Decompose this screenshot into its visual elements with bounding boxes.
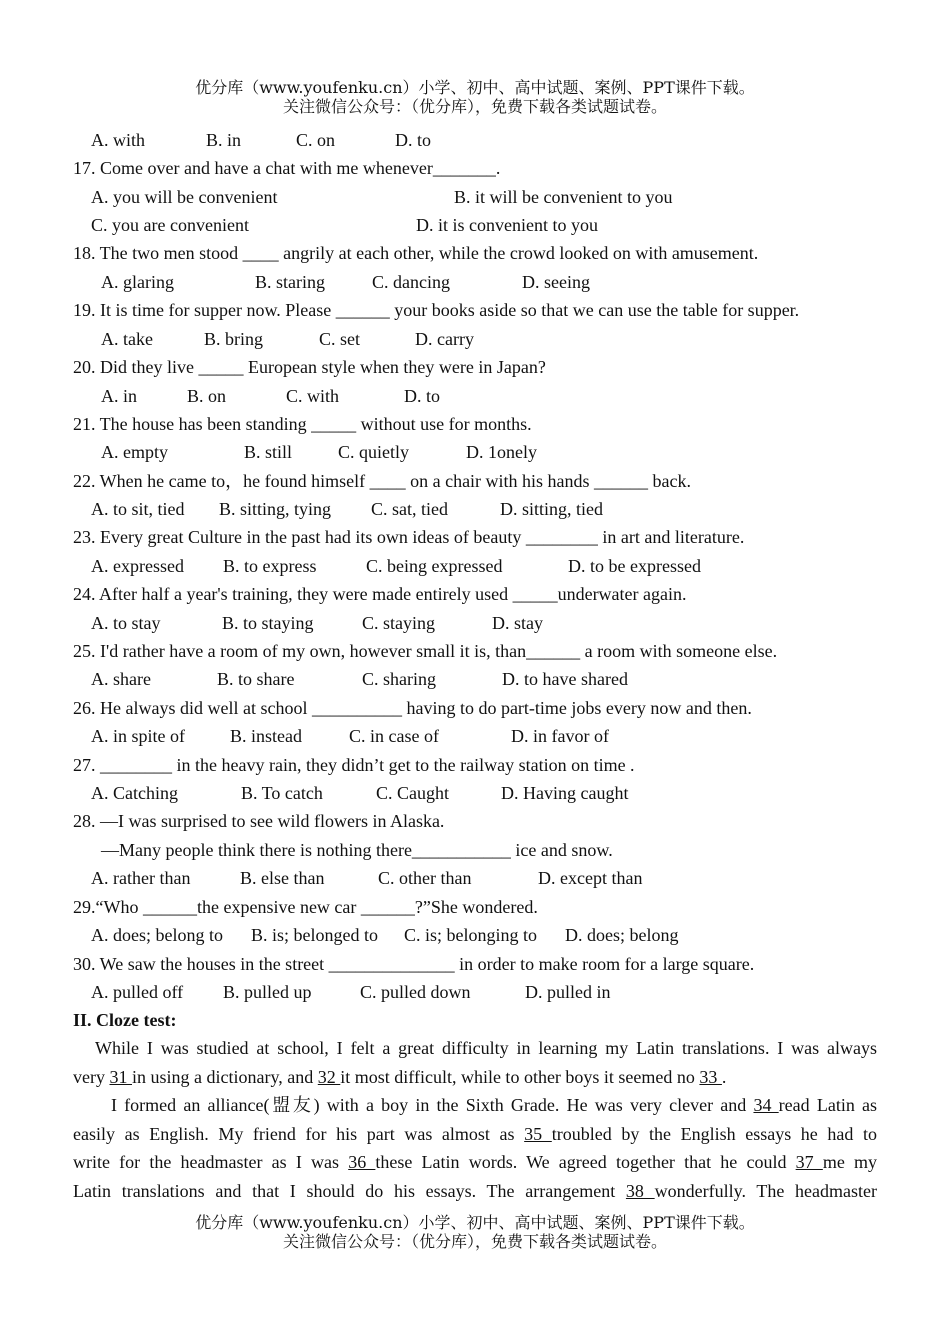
option-a: A. in spite of bbox=[91, 726, 185, 746]
question-28-stem: 28. —I was surprised to see wild flowers in Alaska. bbox=[73, 811, 445, 831]
option-c: C. set bbox=[319, 329, 361, 349]
question-23-stem: 23. Every great Culture in the past had its own ideas of beauty ________ in art and literature. bbox=[73, 527, 745, 547]
question-27-stem: 27. ________ in the heavy rain, they didn’t get to the railway station on time . bbox=[73, 755, 635, 775]
option-d: D. does; belong bbox=[565, 925, 679, 945]
option-c: C. quietly bbox=[338, 442, 409, 462]
option-a: A. Catching bbox=[91, 783, 178, 803]
cloze-p1-line-2: very 31 in using a dictionary, and 32 it most difficult, while to other boys it seemed no 33 . bbox=[73, 1066, 727, 1087]
blank-34: 34 bbox=[753, 1095, 779, 1115]
question-17-stem: 17. Come over and have a chat with me whenever_______. bbox=[73, 158, 501, 178]
question-24-stem: 24. After half a year's training, they were made entirely used _____underwater again. bbox=[73, 584, 687, 604]
option-c: C. dancing bbox=[372, 272, 450, 292]
option-a: A. rather than bbox=[91, 868, 191, 888]
question-29-stem: 29.“Who ______the expensive new car ______?”She wondered. bbox=[73, 897, 538, 917]
option-b: B. bring bbox=[204, 329, 264, 349]
question-30-stem: 30. We saw the houses in the street ______________ in order to make room for a large square. bbox=[73, 954, 755, 974]
option-d: D. 1onely bbox=[466, 442, 537, 462]
cloze-paragraph-2 bbox=[73, 1091, 877, 1205]
option-c: C. you are convenient bbox=[91, 215, 249, 235]
option-a: A. in bbox=[101, 386, 137, 406]
option-a: A. to stay bbox=[91, 613, 161, 633]
option-d: D. it is convenient to you bbox=[416, 215, 598, 235]
question-25-stem: 25. I'd rather have a room of my own, however small it is, than______ a room with someone else. bbox=[73, 641, 778, 661]
option-a: A. empty bbox=[101, 442, 168, 462]
blank-32: 32 bbox=[317, 1066, 341, 1087]
question-18-stem: 18. The two men stood ____ angrily at each other, while the crowd looked on with amusement. bbox=[73, 243, 759, 263]
option-d: D. to have shared bbox=[502, 669, 628, 689]
option-c: C. with bbox=[286, 386, 340, 406]
option-b: B. else than bbox=[240, 868, 325, 888]
cloze-p1-line-1: While I was studied at school, I felt a great difficulty in learning my Latin translations. I was always bbox=[95, 1038, 877, 1058]
cloze-p2-line-1: I formed an alliance(盟友) with a boy in the Sixth Grade. He was very clever and 34 read Latin as bbox=[111, 1095, 878, 1115]
blank-33: 33 bbox=[699, 1066, 722, 1087]
option-c: C. staying bbox=[362, 613, 436, 633]
blank-36: 36 bbox=[348, 1152, 376, 1172]
option-c: C. pulled down bbox=[360, 982, 471, 1002]
question-21-stem: 21. The house has been standing _____ without use for months. bbox=[73, 414, 532, 434]
option-b: B. pulled up bbox=[223, 982, 312, 1002]
option-a: A. you will be convenient bbox=[91, 187, 278, 207]
option-c: C. is; belonging to bbox=[404, 925, 538, 945]
option-b: B. staring bbox=[255, 272, 325, 292]
option-b: B. to staying bbox=[222, 613, 314, 633]
option-a: A. share bbox=[91, 669, 151, 689]
option-c: C. Caught bbox=[376, 783, 450, 803]
option-b: B. is; belonged to bbox=[251, 925, 378, 945]
option-d: D. seeing bbox=[522, 272, 590, 292]
question-26-stem: 26. He always did well at school __________ having to do part-time jobs every now and then. bbox=[73, 698, 752, 718]
option-b: B. on bbox=[187, 386, 227, 406]
option-a: A. take bbox=[101, 329, 153, 349]
option-c: C. being expressed bbox=[366, 556, 503, 576]
cloze-p2-line-4: Latin translations and that I should do his essays. The arrangement 38 wonderfully. The headmaster bbox=[73, 1180, 877, 1201]
option-d: D. except than bbox=[538, 868, 643, 888]
cloze-paragraph-1 bbox=[73, 1034, 877, 1091]
option-b: B. still bbox=[244, 442, 293, 462]
option-b: B. to express bbox=[223, 556, 317, 576]
option-b: B. To catch bbox=[241, 783, 323, 803]
page-header bbox=[0, 78, 950, 116]
page-footer bbox=[0, 1213, 950, 1251]
option-d: D. sitting, tied bbox=[500, 499, 603, 519]
cloze-p2-line-3: write for the headmaster as I was 36 these Latin words. We agreed together that he could 37 me my bbox=[73, 1152, 878, 1172]
option-c: C. on bbox=[296, 130, 336, 150]
option-d: D. pulled in bbox=[525, 982, 611, 1002]
option-d: D. in favor of bbox=[511, 726, 609, 746]
question-19-stem: 19. It is time for supper now. Please ______ your books aside so that we can use the table for supper. bbox=[73, 300, 800, 320]
option-d: D. to be expressed bbox=[568, 556, 701, 576]
footer-line-2: 关注微信公众号：（优分库），免费下载各类试题试卷。 bbox=[282, 1232, 667, 1251]
option-a: A. expressed bbox=[91, 556, 184, 576]
blank-38: 38 bbox=[625, 1180, 655, 1201]
question-22-stem: 22. When he came to，he found himself ____ on a chair with his hands ______ back. bbox=[73, 471, 692, 491]
option-c: C. other than bbox=[378, 868, 472, 888]
option-b: B. in bbox=[206, 130, 242, 150]
blank-31: 31 bbox=[109, 1066, 132, 1087]
blank-37: 37 bbox=[795, 1152, 823, 1172]
option-a: A. with bbox=[91, 130, 145, 150]
option-c: C. in case of bbox=[349, 726, 439, 746]
option-d: D. to bbox=[395, 130, 431, 150]
footer-line-1: 优分库（www.youfenku.cn）小学、初中、高中试题、案例、PPT课件下载。 bbox=[195, 1213, 755, 1232]
option-d: D. to bbox=[404, 386, 440, 406]
option-a: A. does; belong to bbox=[91, 925, 223, 945]
section-title-cloze: II. Cloze test: bbox=[73, 1010, 177, 1030]
option-d: D. stay bbox=[492, 613, 543, 633]
option-b: B. it will be convenient to you bbox=[454, 187, 673, 207]
option-b: B. instead bbox=[230, 726, 302, 746]
option-a: A. glaring bbox=[101, 272, 174, 292]
blank-35: 35 bbox=[524, 1123, 552, 1144]
option-d: D. carry bbox=[415, 329, 474, 349]
option-d: D. Having caught bbox=[501, 783, 629, 803]
header-line-1: 优分库（www.youfenku.cn）小学、初中、高中试题、案例、PPT课件下载。 bbox=[195, 78, 755, 97]
question-20-stem: 20. Did they live _____ European style when they were in Japan? bbox=[73, 357, 546, 377]
option-c: C. sharing bbox=[362, 669, 436, 689]
option-b: B. to share bbox=[217, 669, 295, 689]
cloze-p2-line-2: easily as English. My friend for his part was almost as 35 troubled by the English essays he had to bbox=[73, 1123, 878, 1144]
header-line-2: 关注微信公众号：（优分库），免费下载各类试题试卷。 bbox=[282, 97, 667, 116]
option-c: C. sat, tied bbox=[371, 499, 448, 519]
option-a: A. to sit, tied bbox=[91, 499, 185, 519]
option-b: B. sitting, tying bbox=[219, 499, 332, 519]
question-28-stem-reply: —Many people think there is nothing there___________ ice and snow. bbox=[101, 840, 613, 860]
option-a: A. pulled off bbox=[91, 982, 184, 1002]
